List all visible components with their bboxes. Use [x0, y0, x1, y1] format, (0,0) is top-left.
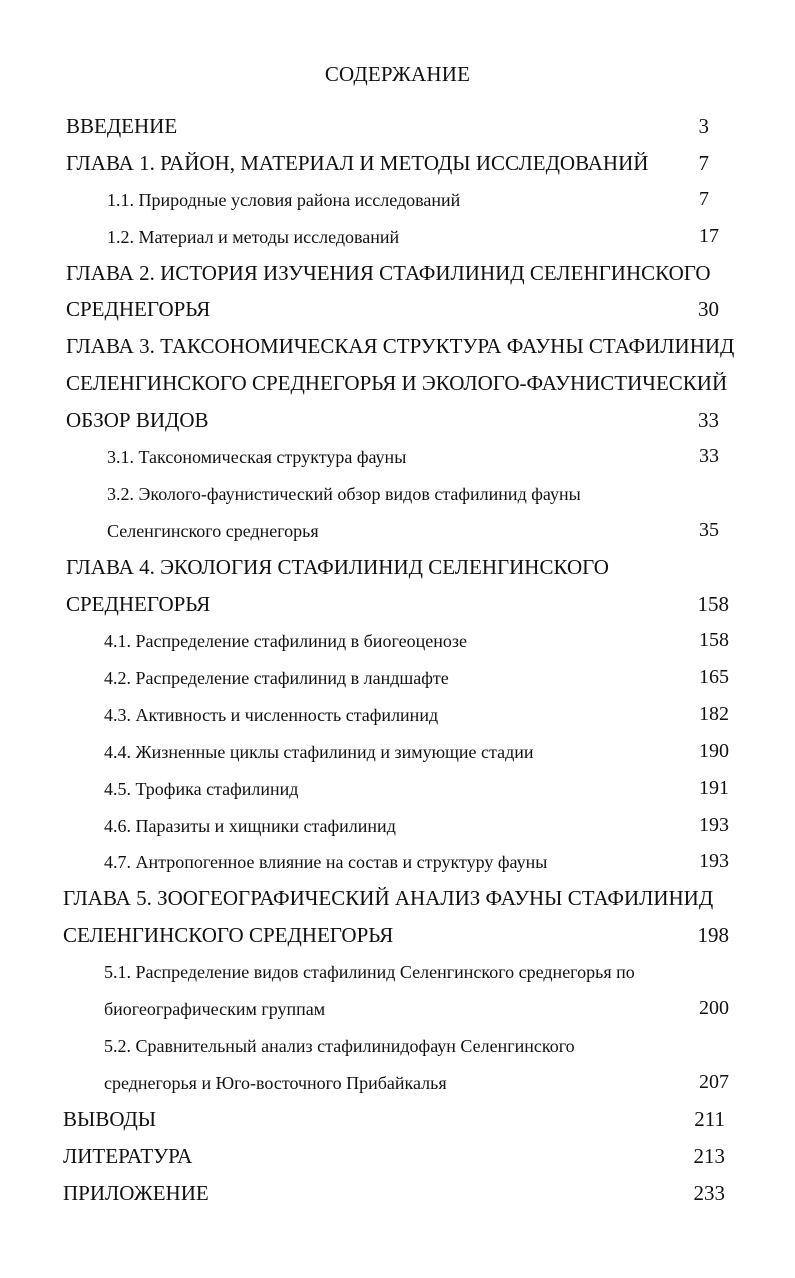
- toc-entry-text: 4.1. Распределение стафилинид в биогеоценозе: [104, 631, 467, 651]
- toc-entry-text: 1.2. Материал и методы исследований: [107, 227, 400, 247]
- toc-entry: [66, 261, 719, 291]
- toc-entry: [104, 850, 729, 880]
- toc-entry-text: ГЛАВА 5. ЗООГЕОГРАФИЧЕСКИЙ АНАЛИЗ ФАУНЫ СТАФИЛИНИД: [63, 886, 714, 910]
- toc-entry-text: СРЕДНЕГОРЬЯ: [66, 297, 211, 321]
- toc-entry: [104, 777, 729, 807]
- toc-entry: [104, 997, 729, 1027]
- toc-entry: [104, 960, 729, 990]
- toc-entry-page: 33: [699, 445, 719, 467]
- toc-entry-text: ГЛАВА 1. РАЙОН, МАТЕРИАЛ И МЕТОДЫ ИССЛЕДОВАНИЙ: [66, 151, 649, 175]
- toc-entry: [104, 814, 729, 844]
- toc-entry: [104, 666, 729, 696]
- toc-entry: [107, 519, 719, 549]
- toc-entry-page: 193: [699, 850, 729, 872]
- toc-entry-page: 158: [697, 592, 729, 616]
- toc-entry-page: 17: [699, 225, 719, 247]
- toc-entry-text: 4.4. Жизненные циклы стафилинид и зимующие стадии: [104, 742, 534, 762]
- toc-entry-text: ПРИЛОЖЕНИЕ: [63, 1181, 209, 1205]
- toc-entry: [66, 114, 709, 144]
- toc-entry-text: 4.2. Распределение стафилинид в ландшафте: [104, 668, 449, 688]
- toc-entry-page: 200: [699, 997, 729, 1019]
- toc-entry: [66, 592, 729, 622]
- toc-entry: [63, 1107, 725, 1137]
- toc-entry-page: 191: [699, 777, 729, 799]
- toc-entry-text: 5.2. Сравнительный анализ стафилинидофаун Селенгинского: [104, 1036, 575, 1056]
- toc-entry: [104, 629, 729, 659]
- toc-entry-page: 158: [699, 629, 729, 651]
- toc-entry-page: 198: [697, 923, 729, 947]
- toc-entry-text: 4.3. Активность и численность стафилинид: [104, 705, 439, 725]
- toc-entry-page: 207: [699, 1071, 729, 1093]
- toc-entry: [66, 151, 709, 181]
- toc-entry-text: 1.1. Природные условия района исследований: [107, 190, 461, 210]
- toc-entry: [104, 703, 729, 733]
- toc-entry-text: 4.7. Антропогенное влияние на состав и структуру фауны: [104, 852, 548, 872]
- toc-entry-text: Селенгинского среднегорья: [107, 521, 319, 541]
- toc-entry: [63, 886, 729, 916]
- toc-entry-page: 182: [699, 703, 729, 725]
- toc-entry-text: 3.1. Таксономическая структура фауны: [107, 447, 407, 467]
- toc-entry-text: 4.6. Паразиты и хищники стафилинид: [104, 816, 396, 836]
- toc-entry-text: среднегорья и Юго-восточного Прибайкалья: [104, 1073, 447, 1093]
- toc-entry-page: 7: [698, 151, 709, 175]
- toc-entry: [66, 371, 728, 401]
- toc-entry-page: 190: [699, 740, 729, 762]
- toc-entry: [63, 1144, 725, 1174]
- toc-entry: [66, 408, 719, 438]
- toc-entry-text: ОБЗОР ВИДОВ: [66, 408, 209, 432]
- toc-entry: [63, 923, 729, 953]
- toc-entry: [63, 1181, 725, 1211]
- toc-entry-text: ЛИТЕРАТУРА: [63, 1144, 193, 1168]
- toc-entry-text: СРЕДНЕГОРЬЯ: [66, 592, 211, 616]
- toc-entry-text: СЕЛЕНГИНСКОГО СРЕДНЕГОРЬЯ И ЭКОЛОГО-ФАУНИСТИЧЕСКИЙ: [66, 371, 728, 395]
- toc-entry-text: СЕЛЕНГИНСКОГО СРЕДНЕГОРЬЯ: [63, 923, 394, 947]
- toc-entry: [66, 297, 719, 327]
- toc-entry: [107, 225, 719, 255]
- toc-entry: [66, 334, 735, 364]
- toc-entry-page: 7: [699, 188, 709, 210]
- toc-entry: [107, 188, 709, 218]
- toc-entry-text: ГЛАВА 4. ЭКОЛОГИЯ СТАФИЛИНИД СЕЛЕНГИНСКОГО: [66, 555, 609, 579]
- toc-entry-text: 3.2. Эколого-фаунистический обзор видов стафилинид фауны: [107, 484, 581, 504]
- toc-entry: [104, 1034, 729, 1064]
- page-title: СОДЕРЖАНИЕ: [324, 62, 471, 86]
- toc-entry: [66, 555, 729, 585]
- toc-entry-page: 30: [698, 297, 719, 321]
- toc-entry-page: 3: [698, 114, 709, 138]
- toc-entry-page: 33: [698, 408, 719, 432]
- toc-entry-page: 211: [694, 1107, 725, 1131]
- toc-entry-text: биогеографическим группам: [104, 999, 326, 1019]
- toc-entry-page: 213: [693, 1144, 725, 1168]
- toc-entry: [107, 482, 719, 512]
- toc-entry-text: ВЫВОДЫ: [63, 1107, 157, 1131]
- toc-entry-text: 4.5. Трофика стафилинид: [104, 779, 299, 799]
- toc-entry: [107, 445, 719, 475]
- toc-entry-text: 5.1. Распределение видов стафилинид Селенгинского среднегорья по: [104, 962, 635, 982]
- toc-entry-text: ГЛАВА 3. ТАКСОНОМИЧЕСКАЯ СТРУКТУРА ФАУНЫ СТАФИЛИНИД: [66, 334, 735, 358]
- toc-entry: [104, 1071, 729, 1101]
- toc-entry-text: ГЛАВА 2. ИСТОРИЯ ИЗУЧЕНИЯ СТАФИЛИНИД СЕЛЕНГИНСКОГО: [66, 261, 711, 285]
- toc-entry-page: 193: [699, 814, 729, 836]
- toc-entry-text: ВВЕДЕНИЕ: [66, 114, 178, 138]
- toc-entry-page: 233: [693, 1181, 725, 1205]
- toc-entry-page: 35: [699, 519, 719, 541]
- toc-entry: [104, 740, 729, 770]
- toc-entry-page: 165: [699, 666, 729, 688]
